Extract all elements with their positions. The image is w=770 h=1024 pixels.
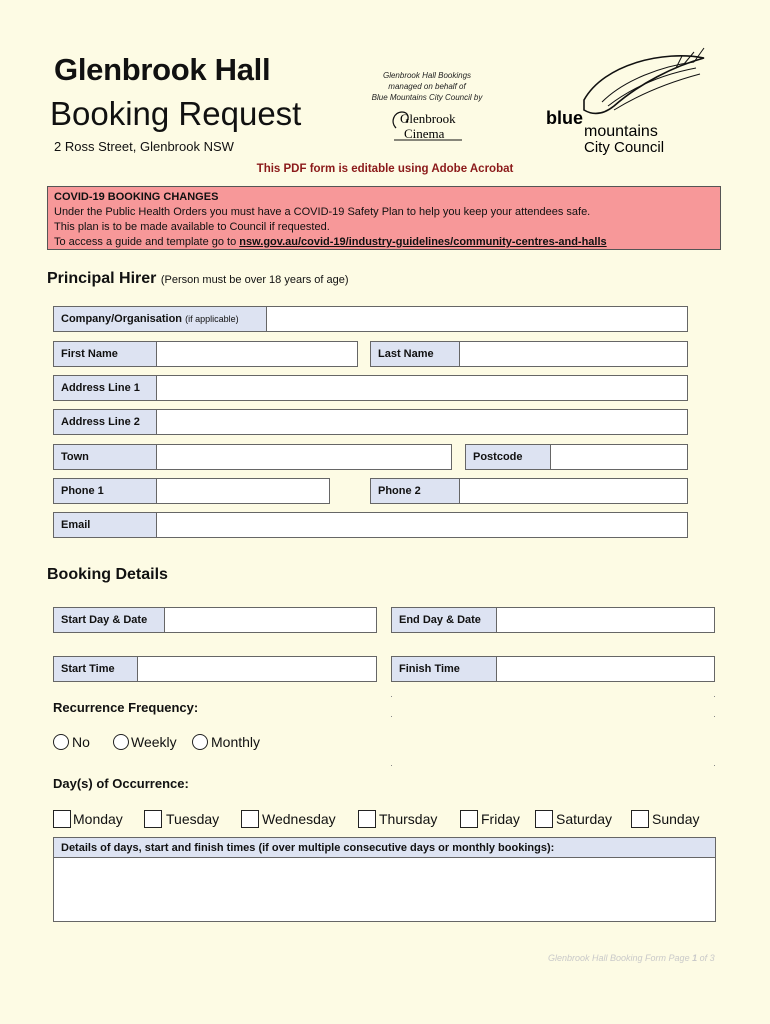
email-input[interactable] — [156, 512, 688, 538]
blue-mountains-city-council-logo — [544, 44, 714, 156]
recurrence-weekly-label: Weekly — [131, 734, 177, 750]
saturday-label: Saturday — [556, 811, 613, 827]
wednesday-checkbox[interactable] — [241, 810, 259, 828]
postcode-input[interactable] — [550, 444, 688, 470]
guide-dot — [391, 716, 392, 717]
covid-line-2: This plan is to be made available to Council if requested. — [54, 221, 330, 233]
sunday-checkbox[interactable] — [631, 810, 649, 828]
thursday-label: Thursday — [379, 811, 438, 827]
first-name-label: First Name — [53, 341, 157, 367]
company-label-note: (if applicable) — [185, 314, 239, 324]
address-line-2-label: Address Line 2 — [53, 409, 157, 435]
finish-time-input[interactable] — [496, 656, 715, 682]
managed-by-note — [362, 70, 492, 103]
phone-2-input[interactable] — [459, 478, 688, 504]
footer-text: Glenbrook Hall Booking Form Page — [548, 953, 690, 963]
first-name-input[interactable] — [156, 341, 358, 367]
covid-notice — [47, 186, 721, 250]
last-name-input[interactable] — [459, 341, 688, 367]
hall-address: 2 Ross Street, Glenbrook NSW — [54, 139, 234, 154]
monday-label: Monday — [73, 811, 123, 827]
cinema-logo-line-2: Cinema — [404, 126, 445, 141]
thursday-checkbox[interactable] — [358, 810, 376, 828]
covid-line-3-prefix: To access a guide and template go to — [54, 236, 240, 248]
details-label: Details of days, start and finish times (if over multiple consecutive days or monthly bookings): — [53, 837, 716, 858]
postcode-label: Postcode — [465, 444, 551, 470]
tuesday-checkbox[interactable] — [144, 810, 162, 828]
managed-line-1: Glenbrook Hall Bookings — [382, 71, 472, 80]
covid-line-3 — [54, 235, 714, 250]
managed-line-3: Blue Mountains City Council by — [371, 93, 483, 102]
finish-time-label: Finish Time — [391, 656, 497, 682]
recurrence-label: Recurrence Frequency: — [53, 700, 199, 715]
council-logo-line-3: City Council — [584, 139, 665, 156]
principal-hirer-age-note: (Person must be over 18 years of age) — [160, 274, 349, 286]
glenbrook-cinema-logo — [388, 108, 466, 142]
last-name-label: Last Name — [370, 341, 460, 367]
title-line-2: Booking Request — [50, 95, 302, 132]
covid-heading: COVID-19 BOOKING CHANGES — [54, 191, 219, 203]
company-label — [53, 306, 267, 332]
tuesday-label: Tuesday — [166, 811, 220, 827]
pdf-editable-note: This PDF form is editable using Adobe Acrobat — [256, 163, 514, 175]
wednesday-label: Wednesday — [262, 811, 336, 827]
recurrence-monthly-label: Monthly — [211, 734, 261, 750]
covid-line-1: Under the Public Health Orders you must have a COVID-19 Safety Plan to help you keep your attendees safe. — [54, 206, 591, 218]
booking-details-title: Booking Details — [47, 566, 168, 583]
title-line-1: Glenbrook Hall — [54, 52, 271, 87]
guide-dot — [714, 716, 715, 717]
phone-1-input[interactable] — [156, 478, 330, 504]
phone-2-label: Phone 2 — [370, 478, 460, 504]
company-input[interactable] — [266, 306, 688, 332]
monday-checkbox[interactable] — [53, 810, 71, 828]
covid-guidelines-link[interactable]: nsw.gov.au/covid-19/industry-guidelines/community-centres-and-halls — [239, 236, 607, 248]
start-time-input[interactable] — [137, 656, 377, 682]
details-textarea[interactable] — [53, 857, 716, 922]
guide-dot — [391, 765, 392, 766]
town-label: Town — [53, 444, 157, 470]
council-logo-line-1: blue — [546, 108, 584, 128]
page-footer — [548, 953, 715, 963]
council-logo-line-2: mountains — [584, 123, 658, 140]
address-line-2-input[interactable] — [156, 409, 688, 435]
friday-checkbox[interactable] — [460, 810, 478, 828]
days-of-occurrence-label: Day(s) of Occurrence: — [53, 776, 189, 791]
start-date-label: Start Day & Date — [53, 607, 165, 633]
email-label: Email — [53, 512, 157, 538]
principal-hirer-title: Principal Hirer — [47, 270, 157, 287]
principal-hirer-heading — [47, 270, 349, 288]
footer-page-number: 1 — [692, 953, 698, 963]
managed-line-2: managed on behalf of — [388, 82, 466, 91]
start-date-input[interactable] — [164, 607, 377, 633]
company-label-text: Company/Organisation — [61, 313, 183, 325]
start-time-label: Start Time — [53, 656, 138, 682]
recurrence-monthly-radio[interactable] — [192, 734, 208, 750]
cinema-logo-line-1: Glenbrook — [400, 111, 456, 126]
sunday-label: Sunday — [652, 811, 700, 827]
address-line-1-label: Address Line 1 — [53, 375, 157, 401]
guide-dot — [714, 696, 715, 697]
guide-dot — [391, 696, 392, 697]
recurrence-no-label: No — [72, 734, 90, 750]
end-date-label: End Day & Date — [391, 607, 497, 633]
guide-dot — [714, 765, 715, 766]
town-input[interactable] — [156, 444, 452, 470]
footer-page-total: of 3 — [699, 953, 715, 963]
recurrence-weekly-radio[interactable] — [113, 734, 129, 750]
friday-label: Friday — [481, 811, 520, 827]
address-line-1-input[interactable] — [156, 375, 688, 401]
saturday-checkbox[interactable] — [535, 810, 553, 828]
end-date-input[interactable] — [496, 607, 715, 633]
recurrence-no-radio[interactable] — [53, 734, 69, 750]
phone-1-label: Phone 1 — [53, 478, 157, 504]
